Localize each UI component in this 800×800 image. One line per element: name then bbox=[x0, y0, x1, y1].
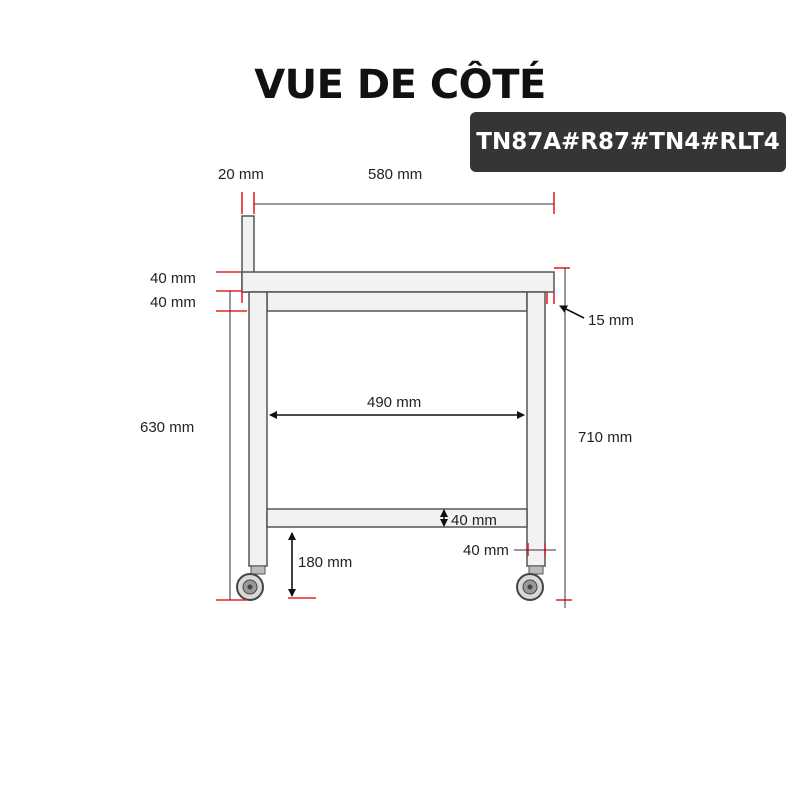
dim-backsplash-thickness: 20 mm bbox=[218, 166, 264, 183]
dim-overhang: 15 mm bbox=[588, 312, 634, 329]
table-frame bbox=[242, 216, 554, 566]
left-leg bbox=[249, 292, 267, 566]
dim-inner-width: 490 mm bbox=[367, 394, 422, 411]
page-title: VUE DE CÔTÉ bbox=[254, 62, 546, 108]
dim-shelf-thickness: 40 mm bbox=[451, 512, 497, 529]
dim-height-under-rail: 630 mm bbox=[140, 419, 195, 436]
tabletop bbox=[242, 272, 554, 292]
dim-rail-height: 40 mm bbox=[150, 294, 196, 311]
left-caster bbox=[237, 566, 265, 600]
dim-top-depth: 580 mm bbox=[368, 166, 423, 183]
dim-leg-width: 40 mm bbox=[463, 542, 509, 559]
dim-shelf-height: 180 mm bbox=[298, 554, 353, 571]
top-rail bbox=[267, 292, 527, 311]
right-leg bbox=[527, 292, 545, 566]
right-caster bbox=[517, 566, 543, 600]
dim-total-height: 710 mm bbox=[578, 429, 633, 446]
product-code-badge: TN87A#R87#TN4#RLT4 bbox=[470, 112, 786, 172]
dim-top-thickness: 40 mm bbox=[150, 270, 196, 287]
